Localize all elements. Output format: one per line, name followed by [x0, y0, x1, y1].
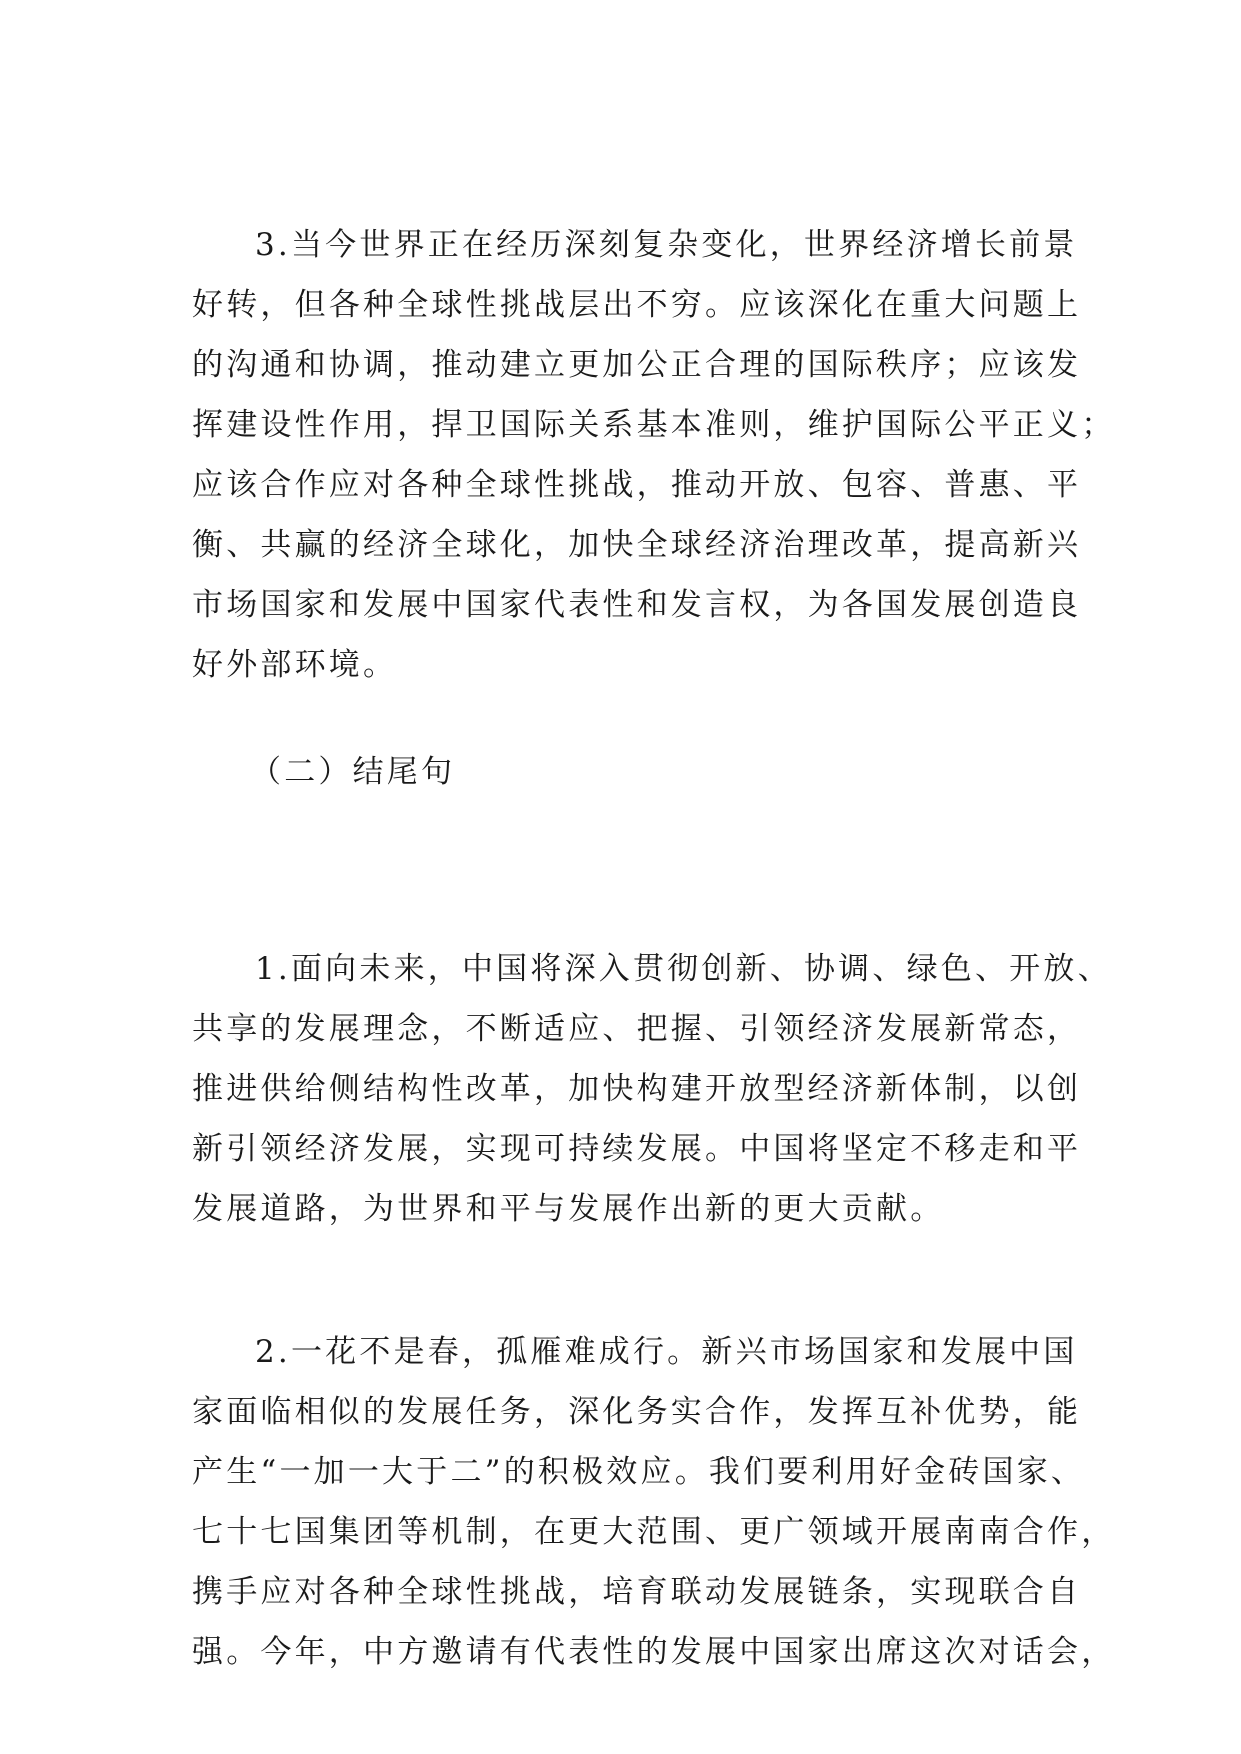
paragraph-line: 衡、共赢的经济全球化，加快全球经济治理改革，提高新兴	[192, 527, 1082, 563]
paragraph-line: 2.一花不是春，孤雁难成行。新兴市场国家和发展中国	[255, 1334, 1078, 1370]
paragraph-line: 1.面向未来，中国将深入贯彻创新、协调、绿色、开放、	[255, 951, 1112, 987]
section-heading: （二）结尾句	[250, 754, 456, 790]
paragraph-line: 七十七国集团等机制，在更大范围、更广领域开展南南合作，	[192, 1514, 1116, 1550]
paragraph-line: 共享的发展理念，不断适应、把握、引领经济发展新常态，	[192, 1011, 1082, 1047]
paragraph-3	[192, 215, 1116, 695]
closing-paragraph-1	[192, 939, 1112, 1239]
paragraph-line: 携手应对各种全球性挑战，培育联动发展链条，实现联合自	[192, 1574, 1082, 1610]
paragraph-line: 强。今年，中方邀请有代表性的发展中国家出席这次对话会，	[192, 1634, 1116, 1670]
paragraph-line: 应该合作应对各种全球性挑战，推动开放、包容、普惠、平	[192, 467, 1082, 503]
paragraph-line: 3.当今世界正在经历深刻复杂变化，世界经济增长前景	[255, 227, 1078, 263]
paragraph-line: 推进供给侧结构性改革，加快构建开放型经济新体制，以创	[192, 1071, 1082, 1107]
paragraph-line: 家面临相似的发展任务，深化务实合作，发挥互补优势，能	[192, 1394, 1082, 1430]
paragraph-line: 挥建设性作用，捍卫国际关系基本准则，维护国际公平正义；	[192, 407, 1116, 443]
paragraph-line: 好转，但各种全球性挑战层出不穷。应该深化在重大问题上	[192, 287, 1082, 323]
paragraph-line: 发展道路，为世界和平与发展作出新的更大贡献。	[192, 1191, 945, 1227]
paragraph-line: 新引领经济发展，实现可持续发展。中国将坚定不移走和平	[192, 1131, 1082, 1167]
closing-paragraph-2	[192, 1322, 1116, 1682]
paragraph-line: 的沟通和协调，推动建立更加公正合理的国际秩序；应该发	[192, 347, 1082, 383]
paragraph-line: 市场国家和发展中国家代表性和发言权，为各国发展创造良	[192, 587, 1082, 623]
paragraph-line: 好外部环境。	[192, 647, 398, 683]
paragraph-line: 产生“一加一大于二”的积极效应。我们要利用好金砖国家、	[192, 1454, 1086, 1490]
